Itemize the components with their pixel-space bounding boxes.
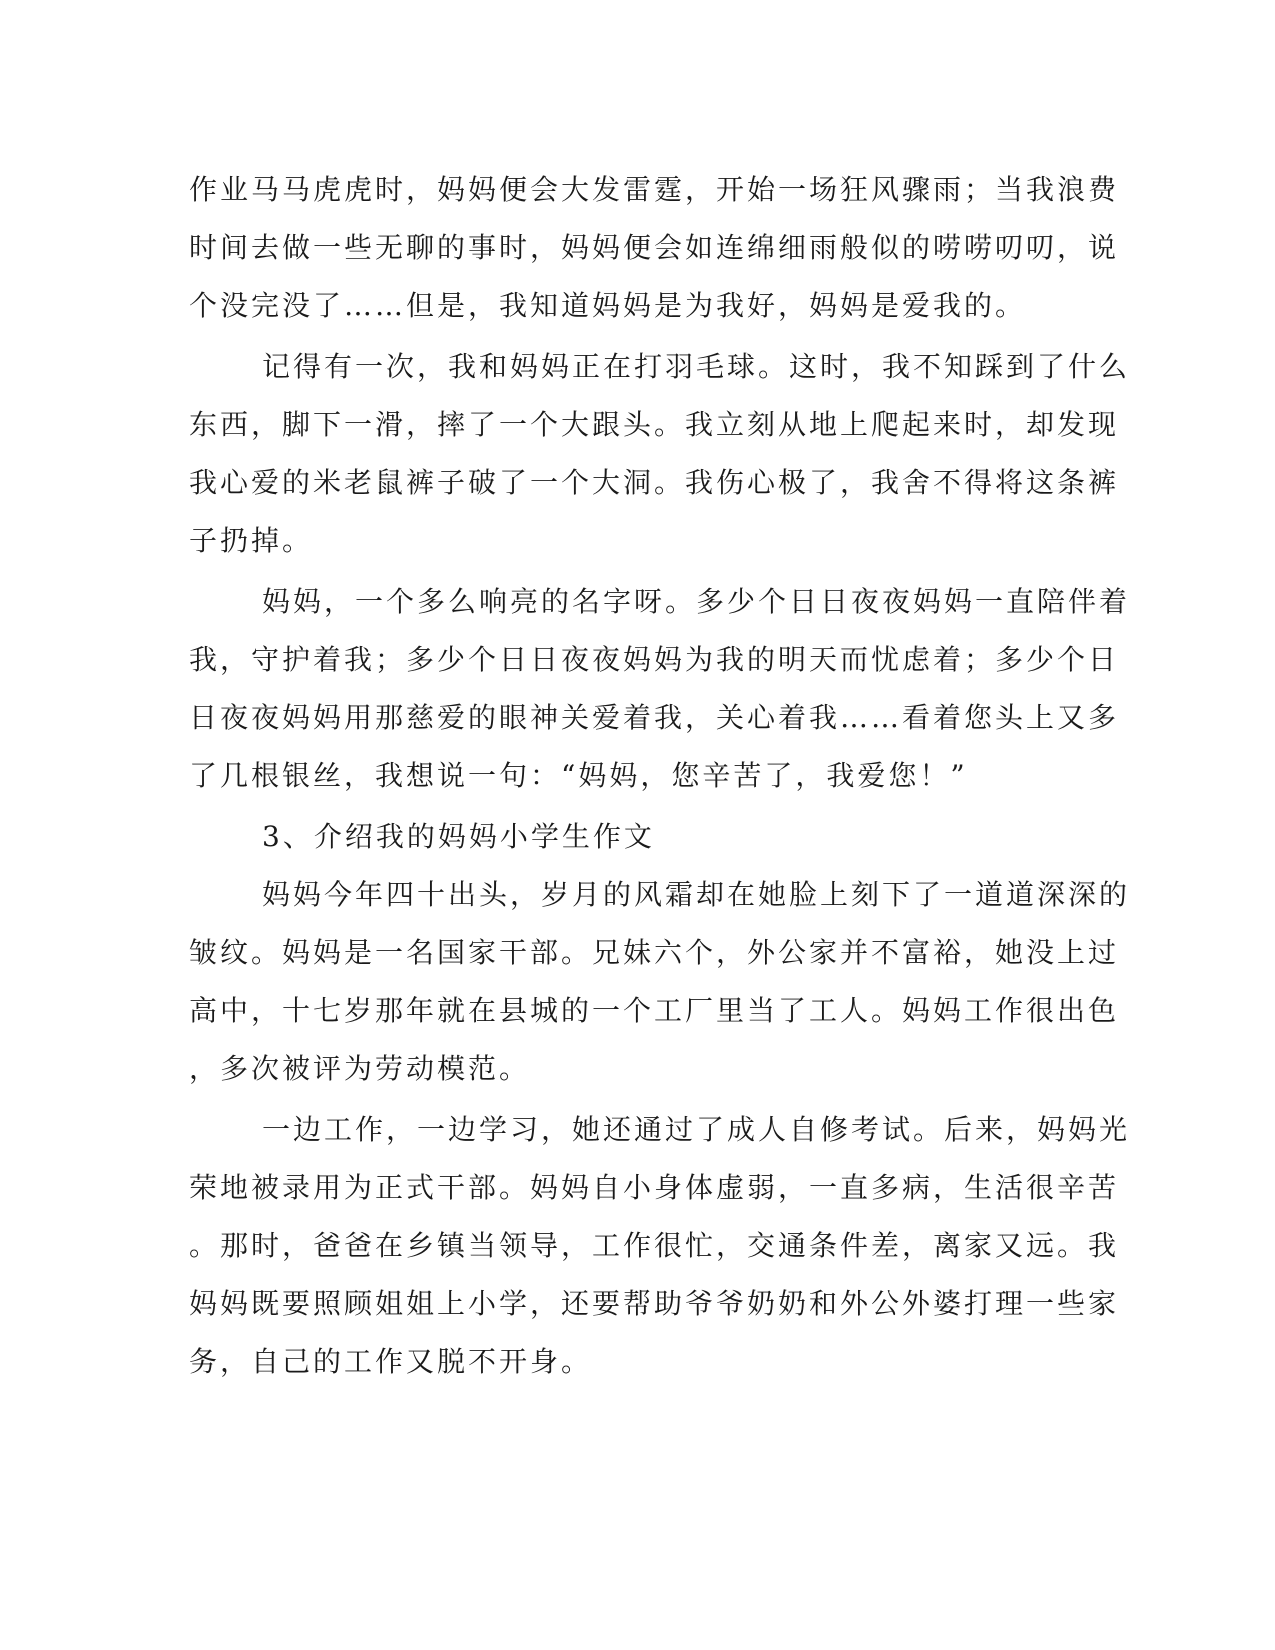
text-line: 东西，脚下一滑，摔了一个大跟头。我立刻从地上爬起来时，却发现 xyxy=(189,408,1120,441)
text-line: 高中，十七岁那年就在县城的一个工厂里当了工人。妈妈工作很出色 xyxy=(189,994,1120,1027)
text-line: 我，守护着我；多少个日日夜夜妈妈为我的明天而忧虑着；多少个日 xyxy=(189,643,1120,676)
text-line: 作业马马虎虎时，妈妈便会大发雷霆，开始一场狂风骤雨；当我浪费 xyxy=(189,173,1120,206)
text-line: 子扔掉。 xyxy=(189,524,314,557)
text-line: 我心爱的米老鼠裤子破了一个大洞。我伤心极了，我舍不得将这条裤 xyxy=(189,466,1120,499)
text-line: 个没完没了……但是，我知道妈妈是为我好，妈妈是爱我的。 xyxy=(189,289,1027,322)
text-line: 皱纹。妈妈是一名国家干部。兄妹六个，外公家并不富裕，她没上过 xyxy=(189,936,1120,969)
text-line: 荣地被录用为正式干部。妈妈自小身体虚弱，一直多病，生活很辛苦 xyxy=(189,1171,1120,1204)
section-heading: 3、介绍我的妈妈小学生作文 xyxy=(262,820,655,853)
text-line: 时间去做一些无聊的事时，妈妈便会如连绵细雨般似的唠唠叨叨，说 xyxy=(189,231,1120,264)
paragraph-start-line: 妈妈，一个多么响亮的名字呀。多少个日日夜夜妈妈一直陪伴着 xyxy=(262,585,1131,618)
text-line: 务，自己的工作又脱不开身。 xyxy=(189,1345,593,1378)
text-line: 了几根银丝，我想说一句：“妈妈，您辛苦了，我爱您！” xyxy=(189,759,968,792)
paragraph-start-line: 一边工作，一边学习，她还通过了成人自修考试。后来，妈妈光 xyxy=(262,1113,1131,1146)
text-line: 。那时，爸爸在乡镇当领导，工作很忙，交通条件差，离家又远。我 xyxy=(189,1229,1120,1262)
text-line: 妈妈既要照顾姐姐上小学，还要帮助爷爷奶奶和外公外婆打理一些家 xyxy=(189,1287,1120,1320)
text-line: ，多次被评为劳动模范。 xyxy=(189,1052,531,1085)
paragraph-start-line: 记得有一次，我和妈妈正在打羽毛球。这时，我不知踩到了什么 xyxy=(262,350,1131,383)
text-line: 日夜夜妈妈用那慈爱的眼神关爱着我，关心着我……看着您头上又多 xyxy=(189,701,1120,734)
paragraph-start-line: 妈妈今年四十出头，岁月的风霜却在她脸上刻下了一道道深深的 xyxy=(262,878,1131,911)
